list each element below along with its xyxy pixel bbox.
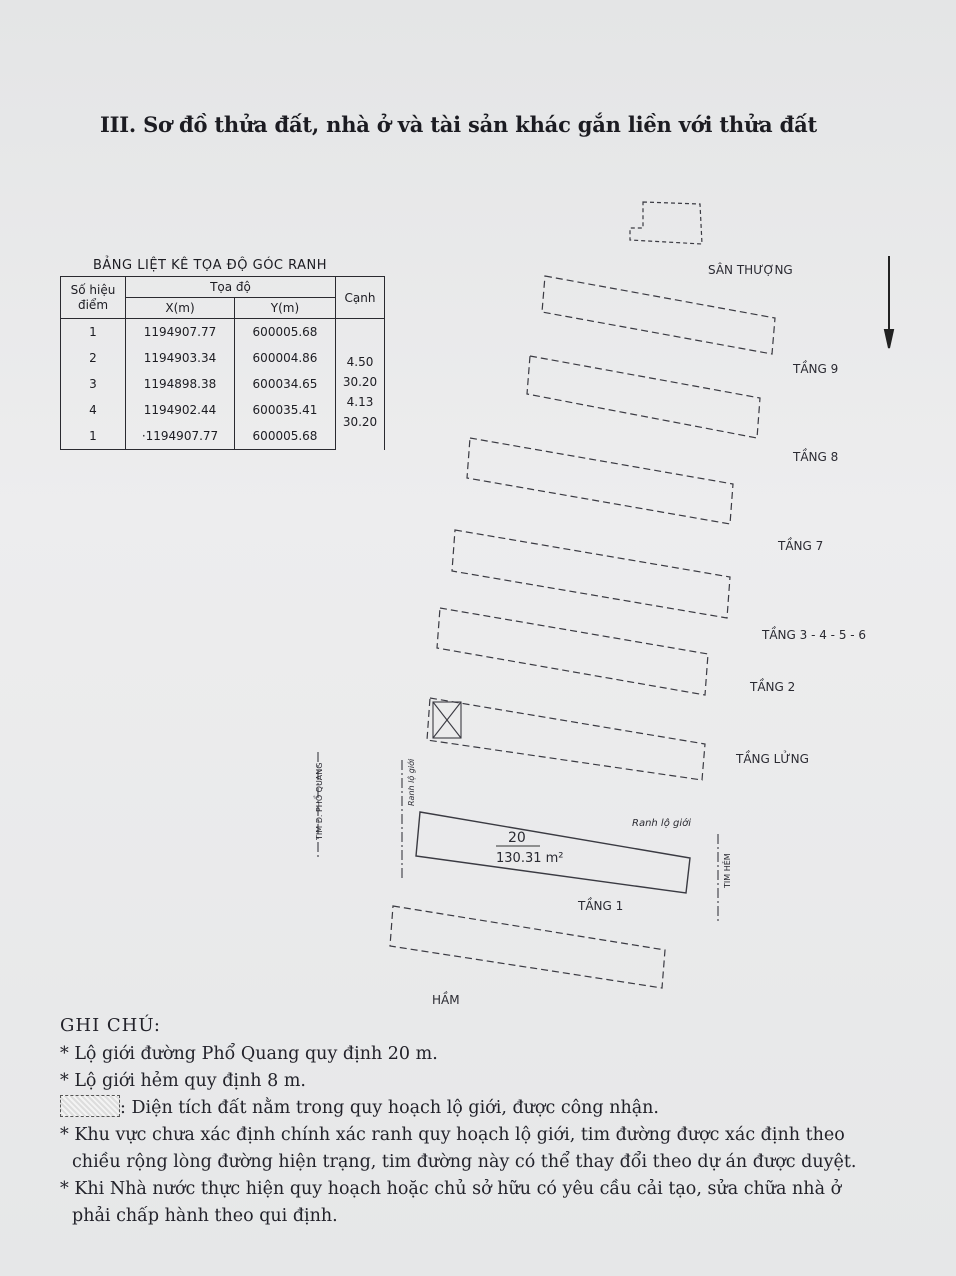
rooftop-detail-outline [630,202,702,244]
ham-outline [390,906,665,988]
cell-y: 600034.65 [235,371,336,397]
tang3456-outline [437,608,708,695]
label-san-thuong: SÂN THƯỢNG [708,263,793,277]
note-legend-text: : Diện tích đất nằm trong quy hoạch lộ giới, được công nhận. [120,1098,659,1118]
label-tang8: TẦNG 8 [793,450,839,464]
legend-swatch [60,1095,120,1117]
cell-point: 3 [61,371,126,397]
label-tang2: TẦNG 2 [750,680,796,694]
header-x: X(m) [126,298,235,319]
note-line: * Lộ giới đường Phổ Quang quy định 20 m. [60,1044,438,1064]
plot-number: 20 [508,830,526,846]
cell-y: 600035.41 [235,397,336,423]
cell-x: 1194907.77 [126,319,235,346]
header-edge: Cạnh [336,277,385,319]
label-tang7: TẦNG 7 [778,539,824,553]
setback-label: Ranh lộ giới [407,758,416,806]
cell-x: 1194902.44 [126,397,235,423]
label-ham: HẦM [432,993,460,1007]
cell-point: 1 [61,319,126,346]
cell-x: 1194898.38 [126,371,235,397]
plot-area: 130.31 m² [496,851,564,866]
label-tang1: TẦNG 1 [578,899,624,913]
notes-section [60,1012,950,1230]
street-center-label: TIM Đ. PHỔ QUANG [315,762,324,840]
alley-center-label: TIM HẺM [723,853,732,888]
note-line: * Khu vực chưa xác định chính xác ranh quy hoạch lộ giới, tim đường được xác định theo [60,1125,845,1145]
note-legend-line [60,1095,950,1122]
cell-y: 600005.68 [235,423,336,450]
cell-y: 600004.86 [235,345,336,371]
label-tang-lung: TẦNG LỬNG [736,752,809,766]
cell-x: 1194903.34 [126,345,235,371]
note-line: phải chấp hành theo qui định. [72,1206,338,1226]
cell-point: 2 [61,345,126,371]
note-line: chiều rộng lòng đường hiện trạng, tim đường này có thể thay đổi theo dự án được duyệt. [72,1152,857,1172]
edge-value: 4.50 [346,355,374,370]
note-line: * Khi Nhà nước thực hiện quy hoạch hoặc chủ sở hữu có yêu cầu cải tạo, sửa chữa nhà ở [60,1179,842,1199]
cell-point: 4 [61,397,126,423]
tang8-outline [467,438,733,524]
san-thuong-outline [542,276,775,354]
label-tang3456: TẦNG 3 - 4 - 5 - 6 [762,628,867,642]
north-arrow-icon [885,256,893,348]
cell-point: 1 [61,423,126,450]
edge-value: 30.20 [342,415,378,430]
header-point: Số hiệu điểm [61,277,126,319]
edge-value: 30.20 [342,375,378,390]
notes-heading: GHI CHÚ: [60,1015,161,1036]
cell-x: ·1194907.77 [126,423,235,450]
tang9-outline [527,356,760,438]
note-line: * Lộ giới hẻm quy định 8 m. [60,1071,306,1091]
section-title: III. Sơ đồ thửa đất, nhà ở và tài sản khác gắn liền với thửa đất [100,112,817,137]
tang7-outline [452,530,730,618]
coordinate-table-caption: BẢNG LIỆT KÊ TỌA ĐỘ GÓC RANH [93,258,328,273]
cell-y: 600005.68 [235,319,336,346]
tang-lung-outline [427,698,705,780]
header-y: Y(m) [235,298,336,319]
boundary-label: Ranh lộ giới [632,818,692,829]
header-coords: Tọa độ [126,277,336,298]
label-tang9: TẦNG 9 [793,362,839,376]
edge-value: 4.13 [346,395,374,410]
